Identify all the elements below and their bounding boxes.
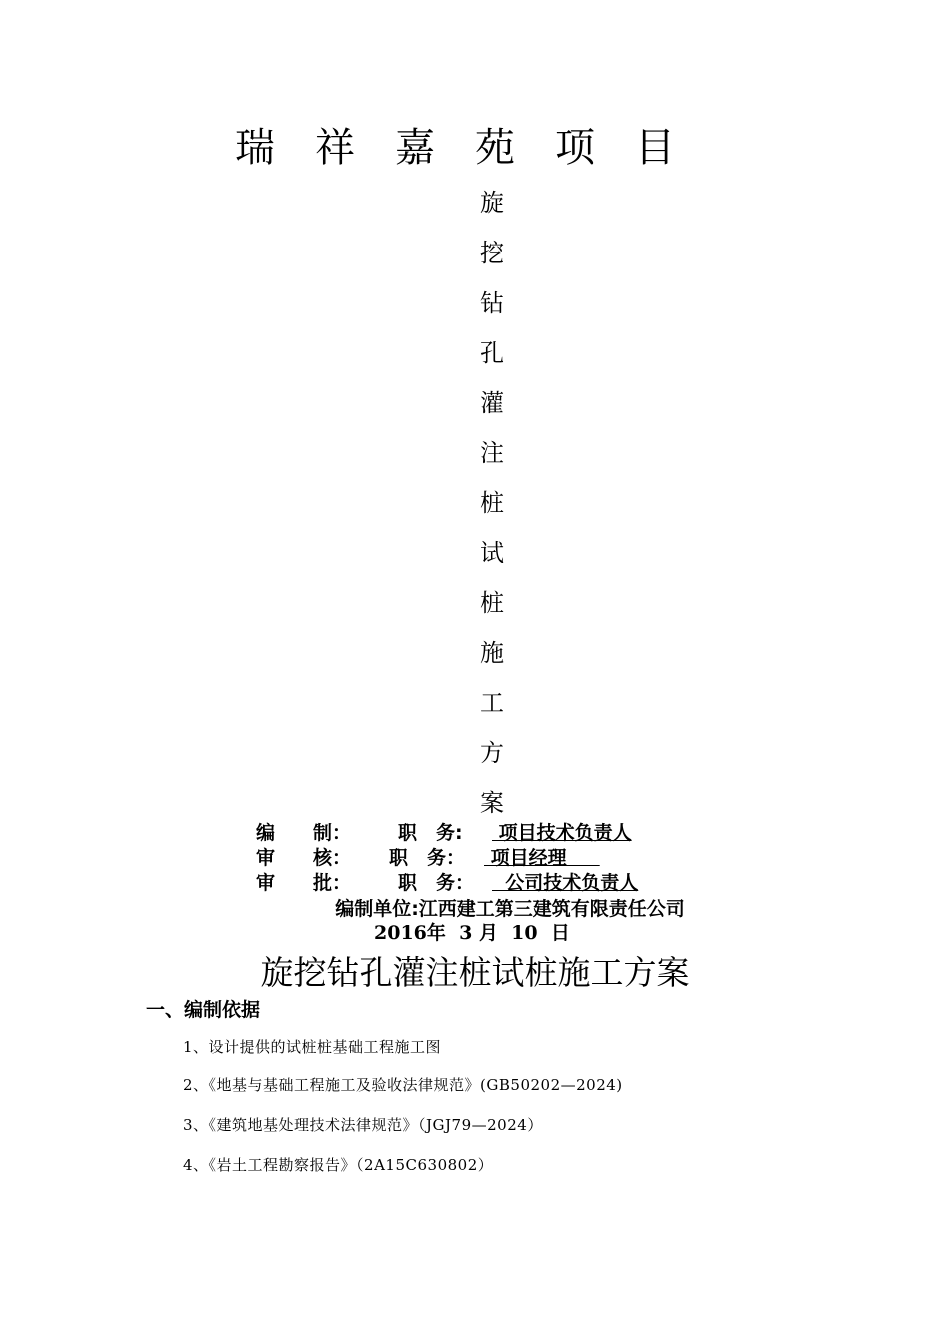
vertical-title-char: 案 (480, 789, 504, 817)
position-label: 职 务: (398, 822, 463, 844)
signature-label: 编 制： (256, 822, 352, 844)
signature-label: 审 批： (256, 872, 352, 894)
vertical-title-char: 孔 (480, 339, 504, 367)
position-value: 项目经理 (484, 847, 600, 869)
vertical-title-char: 施 (480, 639, 504, 667)
document-title: 旋挖钻孔灌注桩试桩施工方案 (260, 953, 690, 992)
vertical-title-char: 试 (480, 539, 504, 567)
vertical-title-char: 桩 (480, 589, 504, 617)
reference-item: 4、《岩土工程勘察报告》（2A15C630802） (183, 1156, 494, 1174)
vertical-title-char: 钻 (480, 289, 504, 317)
position-label: 职 务： (398, 872, 475, 894)
vertical-plan-title (472, 178, 512, 828)
reference-item: 2、《地基与基础工程施工及验收法律规范》(GB50202—2024) (183, 1076, 623, 1094)
vertical-title-char: 灌 (480, 389, 504, 417)
position-value: 项目技术负责人 (492, 822, 632, 844)
signature-label: 审 核： (256, 847, 352, 869)
vertical-title-char: 方 (480, 739, 504, 767)
vertical-title-char: 工 (480, 689, 504, 717)
reference-item: 1、设计提供的试桩桩基础工程施工图 (183, 1038, 442, 1056)
date-line: 2016年 3 月 10 日 (374, 922, 570, 944)
vertical-title-char: 桩 (480, 489, 504, 517)
position-value: 公司技术负责人 (492, 872, 639, 894)
vertical-title-char: 旋 (480, 189, 504, 217)
project-title: 瑞祥嘉苑项目 (235, 125, 715, 171)
section-heading: 一、编制依据 (146, 999, 261, 1021)
vertical-title-char: 注 (480, 439, 504, 467)
position-label: 职 务： (389, 847, 466, 869)
organization-line: 编制单位:江西建工第三建筑有限责任公司 (335, 898, 685, 920)
vertical-title-char: 挖 (480, 239, 504, 267)
reference-item: 3、《建筑地基处理技术法律规范》（JGJ79—2024） (183, 1116, 543, 1134)
